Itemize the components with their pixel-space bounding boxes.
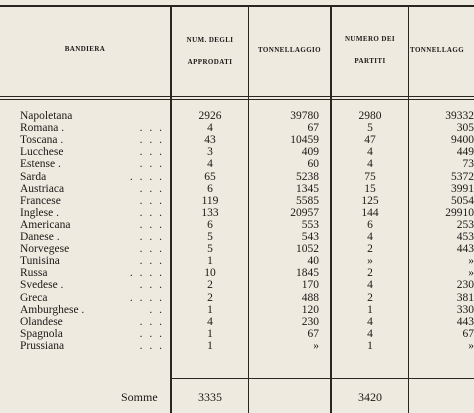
row-partiti: 4	[367, 279, 373, 292]
table-row	[0, 329, 474, 340]
row-tonnellaggio-partenze: »	[468, 339, 474, 352]
row-tonnellaggio-arrivi: 488	[301, 291, 319, 304]
row-tonnellaggio-partenze: 305	[456, 122, 474, 135]
row-tonnellaggio-partenze: 449	[456, 146, 474, 159]
row-partiti: 4	[367, 158, 373, 171]
row-approdati: 1	[207, 327, 213, 340]
table-row	[0, 280, 474, 291]
row-approdati: 3	[207, 146, 213, 159]
row-approdati: 4	[207, 158, 213, 171]
row-tonnellaggio-arrivi: 170	[301, 279, 319, 292]
row-tonnellaggio-partenze: 39332	[445, 110, 474, 122]
row-partiti: 144	[361, 206, 379, 219]
row-partiti: 5	[367, 122, 373, 135]
row-flag: Russa	[20, 267, 48, 280]
table-row	[0, 220, 474, 231]
row-leader-dots: . . .	[139, 279, 164, 292]
table-row	[0, 147, 474, 158]
row-tonnellaggio-partenze: »	[468, 267, 474, 280]
row-tonnellaggio-partenze: 443	[456, 315, 474, 328]
row-partiti: 1	[367, 303, 373, 316]
row-tonnellaggio-arrivi: 1052	[296, 243, 319, 256]
row-tonnellaggio-arrivi: 1845	[296, 267, 319, 280]
row-partiti: 47	[364, 134, 376, 147]
row-tonnellaggio-partenze: 3991	[451, 182, 474, 195]
row-partiti: 15	[364, 182, 376, 195]
header-approdati-line2: APPRODATI	[187, 58, 233, 66]
table-row	[0, 208, 474, 219]
row-tonnellaggio-partenze: 253	[456, 218, 474, 231]
row-leader-dots: . . .	[139, 218, 164, 231]
row-leader-dots: . . . .	[129, 170, 164, 183]
table-row	[0, 172, 474, 183]
row-leader-dots: . . .	[139, 315, 164, 328]
row-flag: Toscana .	[20, 134, 64, 147]
table-row	[0, 305, 474, 316]
table-row	[0, 244, 474, 255]
row-flag: Greca	[20, 291, 48, 304]
row-tonnellaggio-partenze: 443	[456, 243, 474, 256]
totals-rule	[170, 378, 474, 379]
row-tonnellaggio-arrivi: 543	[301, 231, 319, 243]
row-approdati: 5	[207, 231, 213, 243]
row-leader-dots: . . .	[139, 243, 164, 256]
row-tonnellaggio-arrivi: 409	[301, 146, 319, 159]
row-leader-dots: . . .	[139, 327, 164, 340]
row-approdati: 2	[207, 291, 213, 304]
row-approdati: 1	[207, 255, 213, 268]
row-leader-dots: . . . .	[129, 291, 164, 304]
row-tonnellaggio-partenze: 5054	[451, 194, 474, 207]
row-tonnellaggio-arrivi: 67	[307, 327, 319, 340]
row-leader-dots: . . .	[139, 231, 164, 243]
row-flag: Svedese .	[20, 279, 64, 292]
row-flag: Sarda	[20, 170, 47, 183]
table-row	[0, 159, 474, 170]
row-partiti: 4	[367, 315, 373, 328]
row-leader-dots: . . .	[139, 122, 164, 135]
row-partiti: 125	[361, 194, 379, 207]
row-tonnellaggio-partenze: 29910	[445, 206, 474, 219]
row-flag: Americana	[20, 218, 71, 231]
row-tonnellaggio-partenze: 453	[456, 231, 474, 243]
header-partiti-line2: PARTITI	[354, 57, 386, 65]
table-row	[0, 123, 474, 134]
row-leader-dots: . . .	[139, 134, 164, 147]
row-approdati: 4	[207, 315, 213, 328]
row-leader-dots: . . .	[139, 158, 164, 171]
row-tonnellaggio-partenze: 381	[456, 291, 474, 304]
row-flag: Olandese	[20, 315, 63, 328]
row-tonnellaggio-partenze: 9400	[451, 134, 474, 147]
table-row	[0, 232, 474, 243]
row-leader-dots: . . .	[139, 194, 164, 207]
row-tonnellaggio-partenze: 230	[456, 279, 474, 292]
row-approdati: 5	[207, 243, 213, 256]
row-partiti: 2	[367, 243, 373, 256]
row-tonnellaggio-arrivi: 553	[301, 218, 319, 231]
totals-partiti: 3420	[358, 390, 382, 404]
totals-approdati: 3335	[198, 390, 222, 404]
header-rule	[0, 96, 474, 97]
row-tonnellaggio-partenze: 5372	[451, 170, 474, 183]
row-tonnellaggio-arrivi: 1345	[296, 182, 319, 195]
header-bandiera: BANDIERA	[64, 45, 106, 53]
header-tonnellaggio-arrivi: TONNELLAGGIO	[257, 46, 322, 54]
row-partiti: 2	[367, 267, 373, 280]
row-tonnellaggio-partenze: 73	[462, 158, 474, 171]
table-row	[0, 196, 474, 207]
row-flag: Francese	[20, 194, 61, 207]
row-flag: Austriaca	[20, 182, 65, 195]
row-tonnellaggio-arrivi: 230	[301, 315, 319, 328]
row-approdati: 43	[204, 134, 216, 147]
header-approdati-line1: NUM. DEGLI	[186, 36, 234, 44]
row-tonnellaggio-arrivi: 10459	[290, 134, 319, 147]
header-rule-2	[0, 99, 474, 100]
table-row	[0, 184, 474, 195]
row-flag: Estense .	[20, 158, 61, 171]
row-leader-dots: . . .	[139, 339, 164, 352]
row-flag: Romana .	[20, 122, 65, 135]
row-tonnellaggio-partenze: »	[468, 255, 474, 268]
row-approdati: 65	[204, 170, 216, 183]
row-flag: Tunisina	[20, 255, 60, 268]
row-tonnellaggio-partenze: 67	[462, 327, 474, 340]
row-leader-dots: . .	[149, 303, 164, 316]
row-partiti: »	[367, 255, 373, 268]
header-tonnellaggio-partenze: TONNELLAGG	[410, 46, 465, 54]
table-row	[0, 135, 474, 146]
row-flag: Norvegese	[20, 243, 70, 256]
row-approdati: 1	[207, 303, 213, 316]
row-tonnellaggio-arrivi: 5238	[296, 170, 319, 183]
row-leader-dots: . . . .	[129, 267, 164, 280]
table-row	[0, 341, 474, 352]
row-partiti: 4	[367, 327, 373, 340]
row-partiti: 4	[367, 231, 373, 243]
row-leader-dots: . . .	[139, 182, 164, 195]
row-tonnellaggio-partenze: 330	[456, 303, 474, 316]
row-flag: Spagnola	[20, 327, 63, 340]
row-tonnellaggio-arrivi: 60	[307, 158, 319, 171]
row-tonnellaggio-arrivi: 39780	[290, 110, 319, 122]
row-flag: Prussiana	[20, 339, 65, 352]
row-flag: Lucchese	[20, 146, 64, 159]
row-leader-dots: . . .	[139, 255, 164, 268]
table-row	[0, 268, 474, 279]
row-partiti: 6	[367, 218, 373, 231]
row-partiti: 75	[364, 170, 376, 183]
row-leader-dots: . . .	[139, 146, 164, 159]
row-approdati: 1	[207, 339, 213, 352]
header-partiti-line1: NUMERO DEI	[344, 35, 396, 43]
table-row	[0, 256, 474, 267]
row-approdati: 2926	[198, 110, 222, 122]
row-tonnellaggio-arrivi: 67	[307, 122, 319, 135]
row-leader-dots: . . .	[139, 206, 164, 219]
row-flag: Amburghese .	[20, 303, 85, 316]
row-flag: Inglese .	[20, 206, 59, 219]
row-tonnellaggio-arrivi: 40	[307, 255, 319, 268]
row-approdati: 6	[207, 218, 213, 231]
table-row	[0, 111, 474, 122]
table-row	[0, 293, 474, 304]
row-tonnellaggio-arrivi: »	[313, 339, 319, 352]
row-partiti: 2980	[358, 110, 382, 122]
row-approdati: 10	[204, 267, 216, 280]
top-rule	[0, 5, 474, 7]
row-tonnellaggio-arrivi: 120	[301, 303, 319, 316]
table-row	[0, 317, 474, 328]
totals-label: Somme	[121, 390, 158, 404]
row-partiti: 4	[367, 146, 373, 159]
row-approdati: 4	[207, 122, 213, 135]
row-flag: Danese .	[20, 231, 60, 243]
row-flag: Napoletana	[20, 110, 73, 122]
row-partiti: 2	[367, 291, 373, 304]
row-tonnellaggio-arrivi: 5585	[296, 194, 319, 207]
row-approdati: 6	[207, 182, 213, 195]
row-tonnellaggio-arrivi: 20957	[290, 206, 319, 219]
row-approdati: 2	[207, 279, 213, 292]
row-approdati: 133	[201, 206, 219, 219]
row-approdati: 119	[201, 194, 219, 207]
row-partiti: 1	[367, 339, 373, 352]
